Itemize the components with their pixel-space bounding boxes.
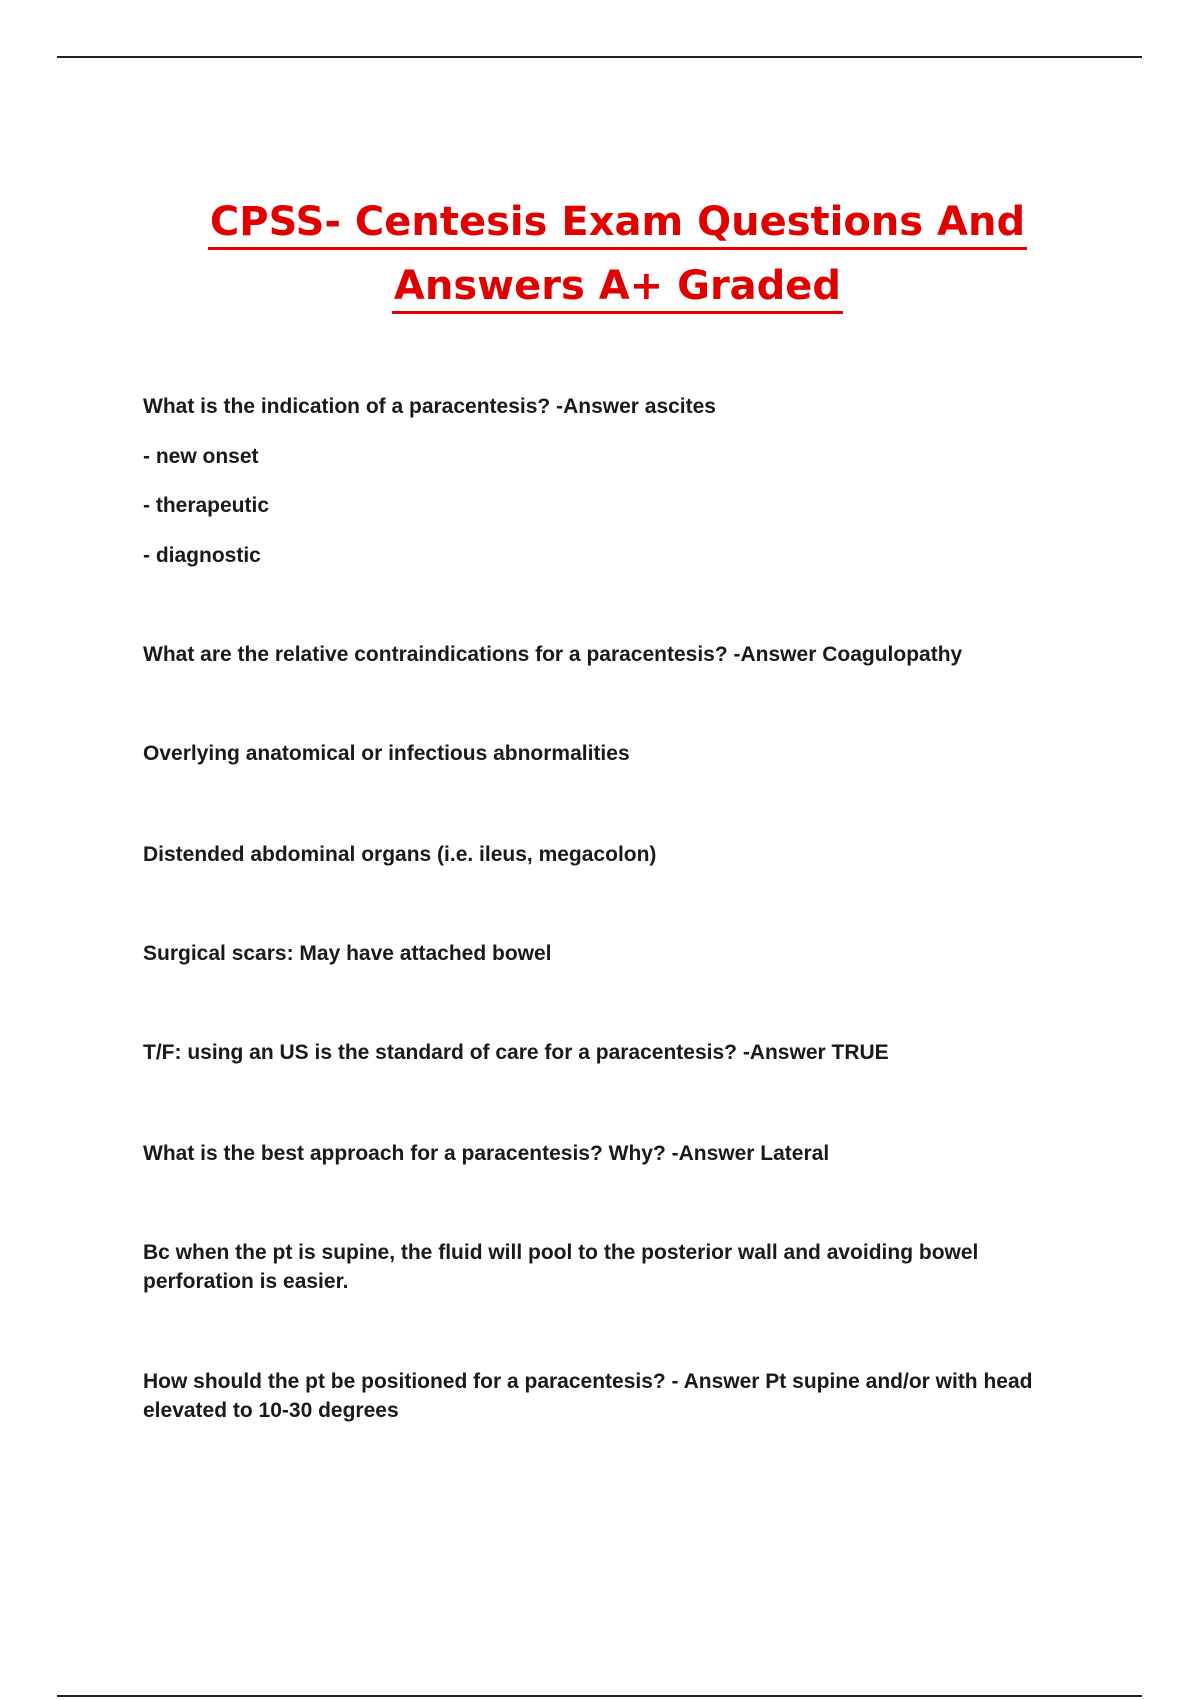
answer-paragraph: Bc when the pt is supine, the fluid will pool to the posterior wall and avoiding bowel perforation is easier. — [143, 1241, 979, 1293]
question-paragraph: T/F: using an US is the standard of care for a paracentesis? -Answer TRUE — [143, 1041, 889, 1064]
title-line-2: Answers A+ Graded — [392, 261, 843, 314]
answer-bullet: - therapeutic — [143, 494, 270, 517]
question-paragraph: What is the indication of a paracentesis? -Answer ascites — [143, 395, 716, 418]
answer-bullet: - new onset — [143, 445, 259, 468]
question-paragraph: What are the relative contraindications for a paracentesis? -Answer Coagulopathy — [143, 643, 963, 666]
title-line-1: CPSS- Centesis Exam Questions And — [208, 197, 1027, 250]
footer-rule — [57, 1695, 1142, 1697]
question-paragraph: What is the best approach for a paracentesis? Why? -Answer Lateral — [143, 1142, 830, 1165]
document-title — [0, 190, 1200, 318]
answer-bullet: - diagnostic — [143, 544, 261, 567]
header-rule — [57, 56, 1142, 58]
answer-paragraph: Distended abdominal organs (i.e. ileus, megacolon) — [143, 843, 657, 866]
question-paragraph: How should the pt be positioned for a paracentesis? - Answer Pt supine and/or with head elevated to 10-30 degrees — [143, 1370, 1033, 1422]
answer-paragraph: Surgical scars: May have attached bowel — [143, 942, 552, 965]
answer-paragraph: Overlying anatomical or infectious abnormalities — [143, 742, 630, 765]
